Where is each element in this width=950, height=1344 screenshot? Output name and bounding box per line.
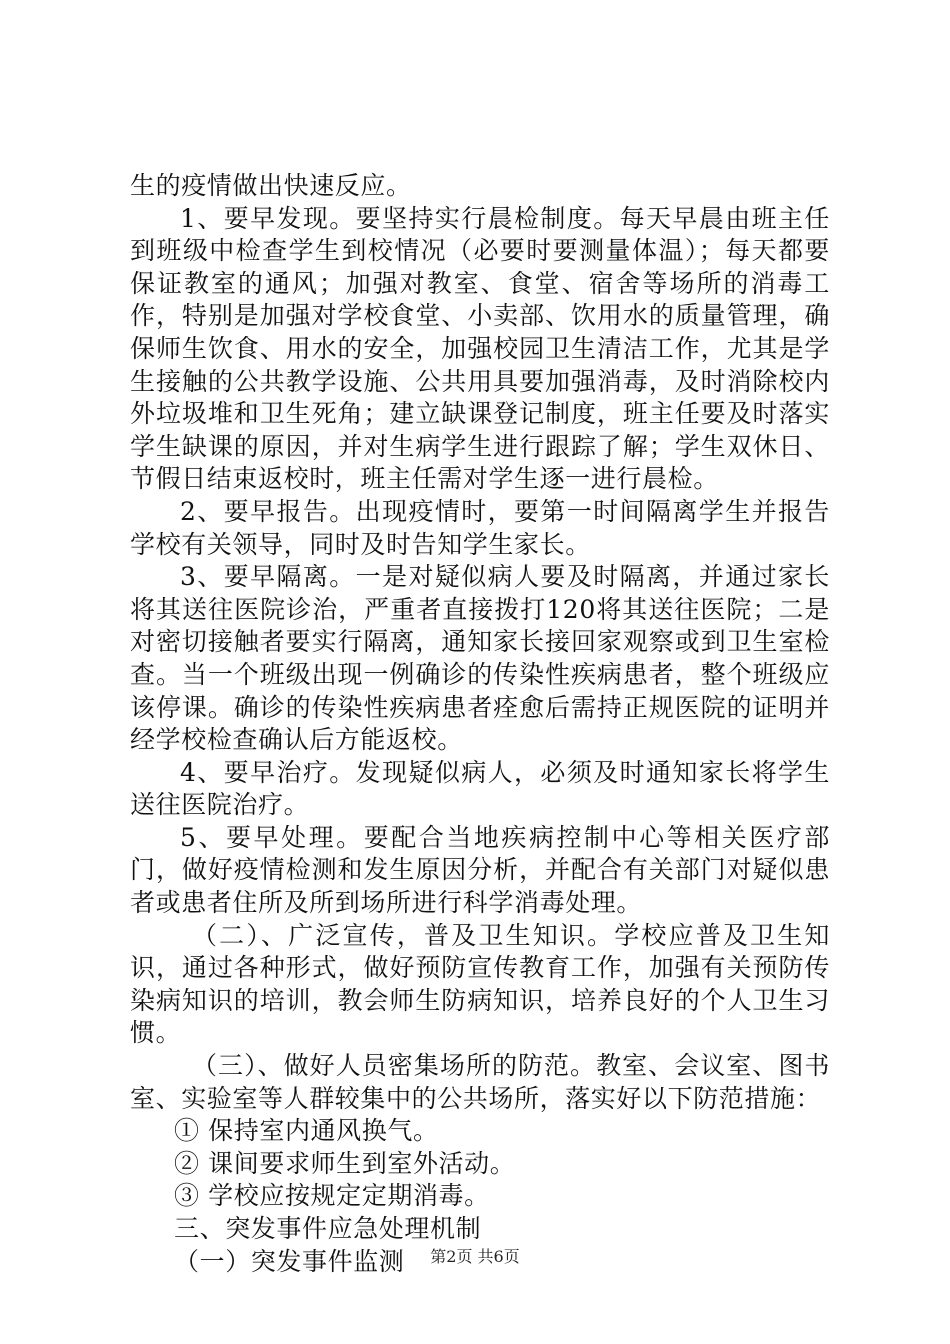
page-number-footer: 第2页 共6页 — [430, 1247, 520, 1266]
list-item-outdoor-activity: ② 课间要求师生到室外活动。 — [174, 1148, 516, 1178]
list-item-ventilation: ① 保持室内通风换气。 — [174, 1116, 439, 1146]
paragraph-early-isolation: 3、要早隔离。一是对疑似病人要及时隔离，并通过家长将其送往医院诊治，严重者直接拨打120将其送往医院；二是对密切接触者要实行隔离，通知家长接回家观察或到卫生室检查。当一个班级出现一例确诊的传染性疾病患者，整个班级应该停课。确诊的传染性疾病患者痊愈后需持正规医院的证明并经学校检查确认后方能返校。 — [130, 562, 830, 755]
paragraph-early-detection: 1、要早发现。要坚持实行晨检制度。每天早晨由班主任到班级中检查学生到校情况（必要时要测量体温）；每天都要保证教室的通风；加强对教室、食堂、宿舍等场所的消毒工作，特别是加强对学校食堂、小卖部、饮用水的质量管理，确保师生饮食、用水的安全，加强校园卫生清洁工作，尤其是学生接触的公共教学设施、公共用具要加强消毒，及时消除校内外垃圾堆和卫生死角；建立缺课登记制度，班主任要及时落实学生缺课的原因，并对生病学生进行跟踪了解；学生双休日、节假日结束返校时，班主任需对学生逐一进行晨检。 — [130, 203, 830, 494]
paragraph-section-three: （三）、做好人员密集场所的防范。教室、会议室、图书室、实验室等人群较集中的公共场所，落实好以下防范措施： — [130, 1051, 830, 1113]
paragraph-section-two: （二）、广泛宣传，普及卫生知识。学校应普及卫生知识，通过各种形式，做好预防宣传教育工作，加强有关预防传染病知识的培训，教会师生防病知识，培养良好的个人卫生习惯。 — [130, 920, 830, 1048]
paragraph-continuation: 生的疫情做出快速反应。 — [130, 171, 412, 200]
section-heading-emergency-mechanism: 三、突发事件应急处理机制 — [174, 1214, 482, 1243]
paragraph-early-treatment: 4、要早治疗。发现疑似病人，必须及时通知家长将学生送往医院治疗。 — [130, 757, 830, 820]
document-body — [130, 170, 830, 1278]
list-item-disinfection: ③ 学校应按规定定期消毒。 — [174, 1181, 490, 1211]
paragraph-early-report: 2、要早报告。出现疫情时，要第一时间隔离学生并报告学校有关领导，同时及时告知学生家长。 — [130, 496, 830, 559]
subsection-heading-monitoring: （一）突发事件监测 — [174, 1246, 405, 1276]
paragraph-early-handling: 5、要早处理。要配合当地疾病控制中心等相关医疗部门，做好疫情检测和发生原因分析，并配合有关部门对疑似患者或患者住所及所到场所进行科学消毒处理。 — [130, 822, 830, 918]
